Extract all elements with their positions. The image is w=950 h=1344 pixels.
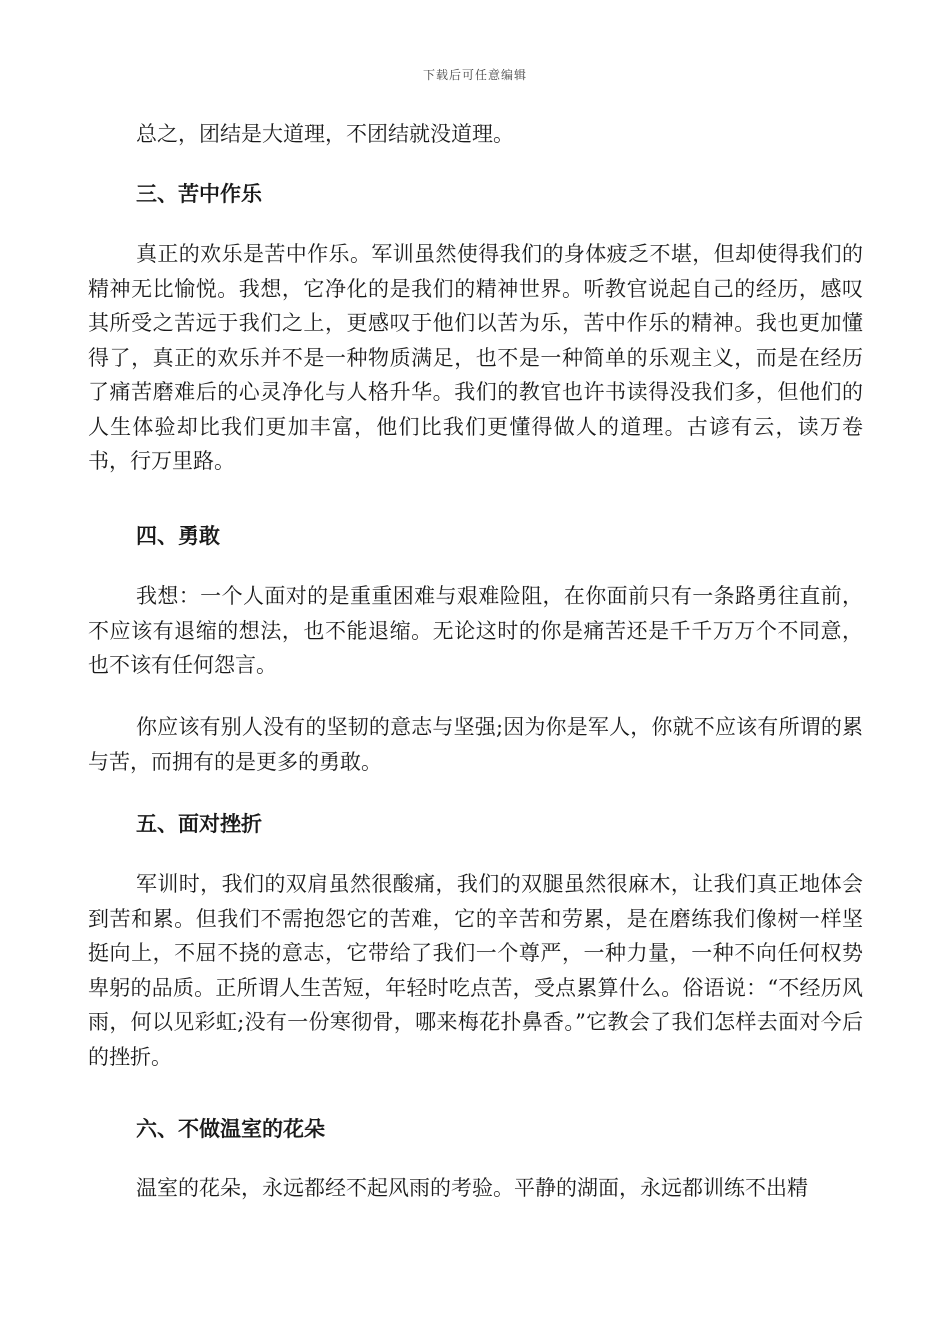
section-heading-5: 五、面对挫折 bbox=[136, 811, 262, 836]
page-header: 下载后可任意编辑 bbox=[422, 68, 527, 82]
paragraph-section-3: 真正的欢乐是苦中作乐。军训虽然使得我们的身体疲乏不堪，但却使得我们的精神无比愉悦。我想，它净化的是我们的精神世界。听教官说起自己的经历，感叹其所受之苦远于我们之上，更感叹于他们以苦为乐，苦中作乐的精神。我也更加懂得了，真正的欢乐并不是一种物质满足，也不是一种简单的乐观主义，而是在经历了痛苦磨难后的心灵净化与人格升华。我们的教官也许书读得没我们多，但他们的人生体验却比我们更加丰富，他们比我们更懂得做人的道理。古谚有云，读万卷书，行万里路。 bbox=[88, 242, 863, 473]
section-heading-4: 四、勇敢 bbox=[136, 523, 220, 548]
paragraph-section-4b: 你应该有别人没有的坚韧的意志与坚强;因为你是军人，你就不应该有所谓的累与苦，而拥有的是更多的勇敢。 bbox=[88, 715, 863, 774]
paragraph-section-4a: 我想：一个人面对的是重重困难与艰难险阻，在你面前只有一条路勇往直前，不应该有退缩的想法，也不能退缩。无论这时的你是痛苦还是千千万万个不同意，也不该有任何怨言。 bbox=[88, 584, 863, 677]
paragraph-section-6: 温室的花朵，永远都经不起风雨的考验。平静的湖面，永远都训练不出精 bbox=[136, 1176, 808, 1200]
paragraph-section-5: 军训时，我们的双肩虽然很酸痛，我们的双腿虽然很麻木，让我们真正地体会到苦和累。但我们不需抱怨它的苦难，它的辛苦和劳累，是在磨练我们像树一样坚挺向上，不屈不挠的意志，它带给了我们一个尊严，一种力量，一种不向任何权势卑躬的品质。正所谓人生苦短，年轻时吃点苦，受点累算什么。俗语说：“不经历风雨，何以见彩虹;没有一份寒彻骨，哪来梅花扑鼻香。”它教会了我们怎样去面对今后的挫折。 bbox=[88, 872, 863, 1069]
section-heading-3: 三、苦中作乐 bbox=[136, 181, 262, 206]
paragraph-conclusion: 总之，团结是大道理，不团结就没道理。 bbox=[136, 122, 514, 146]
section-heading-6: 六、不做温室的花朵 bbox=[136, 1116, 325, 1141]
